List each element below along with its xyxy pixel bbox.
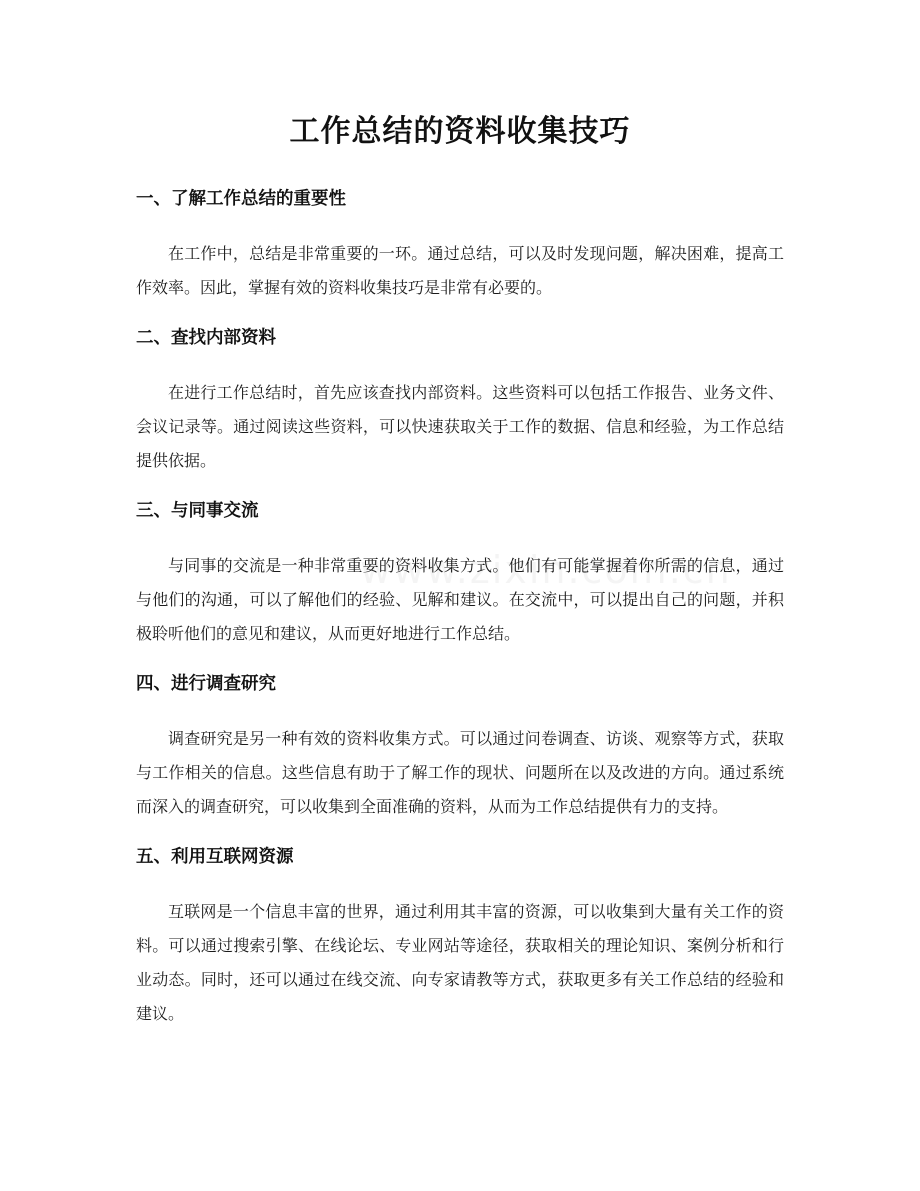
section-importance bbox=[136, 187, 784, 305]
section-heading: 五、利用互联网资源 bbox=[136, 847, 294, 867]
section-paragraph: 互联网是一个信息丰富的世界，通过利用其丰富的资源，可以收集到大量有关工作的资料。可以通过搜索引擎、在线论坛、专业网站等途径，获取相关的理论知识、案例分析和行业动态。同时，还可以通过在线交流、向专家请教等方式，获取更多有关工作总结的经验和建议。 bbox=[136, 902, 784, 1023]
section-paragraph: 在进行工作总结时，首先应该查找内部资料。这些资料可以包括工作报告、业务文件、会议记录等。通过阅读这些资料，可以快速获取关于工作的数据、信息和经验，为工作总结提供依据。 bbox=[136, 383, 784, 470]
section-paragraph: 与同事的交流是一种非常重要的资料收集方式。他们有可能掌握着你所需的信息，通过与他们的沟通，可以了解他们的经验、见解和建议。在交流中，可以提出自己的问题，并积极聆听他们的意见和建议，从而更好地进行工作总结。 bbox=[136, 556, 784, 643]
section-internet-resources bbox=[136, 845, 784, 1031]
section-heading: 四、进行调查研究 bbox=[136, 674, 276, 694]
section-survey-research bbox=[136, 672, 784, 824]
section-internal-materials bbox=[136, 326, 784, 478]
section-colleague-communication bbox=[136, 499, 784, 651]
document-title: 工作总结的资料收集技巧 bbox=[289, 114, 631, 149]
section-heading: 二、查找内部资料 bbox=[136, 328, 276, 348]
section-heading: 一、了解工作总结的重要性 bbox=[136, 189, 346, 209]
section-heading: 三、与同事交流 bbox=[136, 501, 259, 521]
section-paragraph: 在工作中，总结是非常重要的一环。通过总结，可以及时发现问题，解决困难，提高工作效率。因此，掌握有效的资料收集技巧是非常有必要的。 bbox=[136, 244, 784, 297]
section-paragraph: 调查研究是另一种有效的资料收集方式。可以通过问卷调查、访谈、观察等方式，获取与工作相关的信息。这些信息有助于了解工作的现状、问题所在以及改进的方向。通过系统而深入的调查研究，可以收集到全面准确的资料，从而为工作总结提供有力的支持。 bbox=[136, 729, 784, 816]
